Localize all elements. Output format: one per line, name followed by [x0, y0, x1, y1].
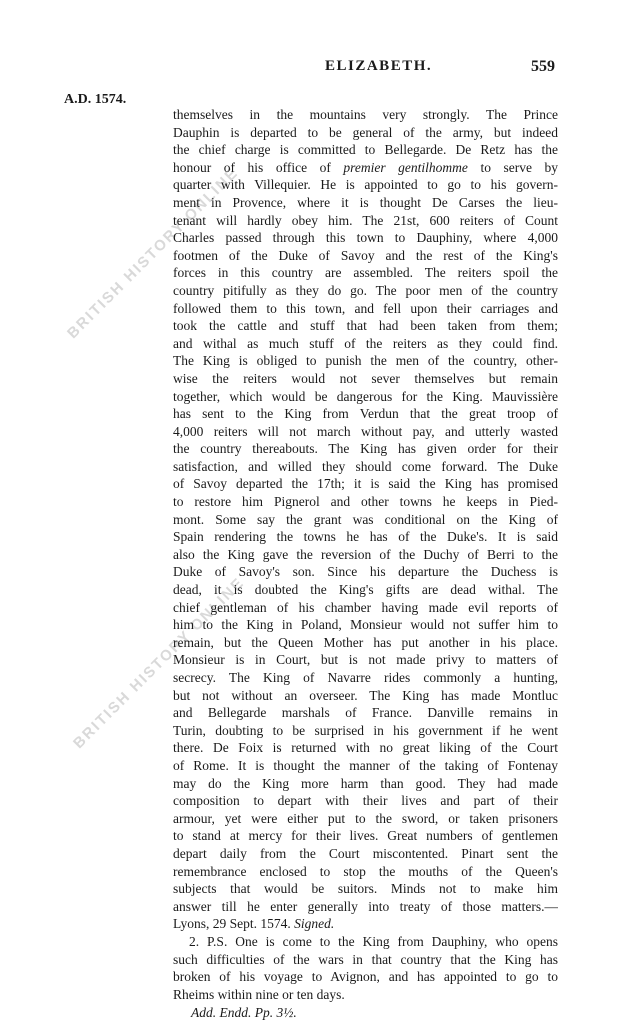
text-line: tenant will hardly obey him. The 21st, 600 reiters of Count: [173, 212, 558, 228]
text-line: satisfaction, and willed they should come forward. The Duke: [173, 458, 558, 474]
text-line: chief gentleman of his chamber having made evil reports of: [173, 599, 558, 615]
text-line: composition to depart with their lives and part of their: [173, 793, 558, 809]
text-line: ment in Provence, where it is thought De Carses the lieu-: [173, 194, 558, 210]
text-line: Lyons, 29 Sept. 1574. Signed.: [173, 916, 335, 932]
text-line: followed them to this town, and fell upon their carriages and: [173, 300, 558, 316]
text-line: Duke of Savoy's son. Since his departure the Duchess is: [173, 564, 558, 580]
text-line: broken of his voyage to Avignon, and has appointed to go to: [173, 969, 558, 985]
text-line: Dauphin is departed to be general of the army, but indeed: [173, 124, 558, 140]
text-line: quarter with Villequier. He is appointed to go to his govern-: [173, 177, 558, 193]
text-line: the country thereabouts. The King has given order for their: [173, 441, 558, 457]
text-line: has sent to the King from Verdun that the great troop of: [173, 406, 558, 422]
text-line: Rheims within nine or ten days.: [173, 986, 345, 1002]
text-line: of Savoy departed the 17th; it is said the King has promised: [173, 476, 558, 492]
text-line: also the King gave the reversion of the Duchy of Berri to the: [173, 546, 558, 562]
text-line: 4,000 reiters will not march without pay, and utterly wasted: [173, 423, 558, 439]
text-line: country pitifully as they do go. The poor men of the country: [173, 282, 558, 298]
margin-date: A.D. 1574.: [64, 92, 127, 107]
text-line: armour, yet were either put to the sword, or taken prisoners: [173, 810, 558, 826]
text-line: of Rome. It is thought the manner of the taking of Fontenay: [173, 757, 558, 773]
watermark: BRITISH HISTORY ONLINE: [70, 574, 248, 753]
text-line: 2. P.S. One is come to the King from Dauphiny, who opens: [189, 933, 558, 949]
text-line: Monsieur is in Court, but is not made privy to matters of: [173, 652, 558, 668]
watermark: BRITISH HISTORY ONLINE: [64, 164, 242, 343]
running-head-title: ELIZABETH.: [325, 58, 433, 74]
text-line: the chief charge is committed to Bellegarde. De Retz has the: [173, 142, 558, 158]
document-body: [173, 106, 558, 1022]
text-line: wise the reiters would not sever themselves but remain: [173, 370, 558, 386]
page-number: 559: [531, 58, 555, 75]
text-line: there. De Foix is returned with no great liking of the Court: [173, 740, 558, 756]
text-line: Charles passed through this town to Dauphiny, where 4,000: [173, 230, 558, 246]
text-line: him to the King in Poland, Monsieur would not suffer him to: [173, 617, 558, 633]
text-line: together, which would be dangerous for the King. Mauvissière: [173, 388, 558, 404]
text-line: secrecy. The King of Navarre rides commonly a hunting,: [173, 670, 558, 685]
running-head: [0, 58, 626, 82]
text-line: remembrance enclosed to stop the mouths of the Queen's: [173, 863, 558, 879]
text-line: to restore him Pignerol and other towns he keeps in Pied-: [173, 494, 558, 510]
text-line: and Bellegarde marshals of France. Danville remains in: [173, 705, 558, 721]
paragraph-letter: [173, 106, 558, 933]
text-line: Turin, doubting to be surprised in his government if he went: [173, 722, 558, 738]
text-line: answer till he enter generally into treaty of those matters.—: [173, 898, 558, 914]
text-line: honour of his office of premier gentilhomme to serve by: [173, 159, 558, 175]
text-line: footmen of the Duke of Savoy and the rest of the King's: [173, 247, 558, 263]
text-line: mont. Some say the grant was conditional on the King of: [173, 511, 558, 527]
paragraph-postscript: [173, 933, 558, 1003]
text-line: may do the King more harm than good. They had made: [173, 775, 558, 791]
text-line: and withal as much stuff of the reiters as they could find.: [173, 335, 558, 351]
endorsement: Add. Endd. Pp. 3½.: [191, 1005, 297, 1021]
text-line: but not without an overseer. The King has made Montluc: [173, 687, 558, 703]
text-line: Spain rendering the towns he has of the Duke's. It is said: [173, 529, 558, 545]
text-line: to stand at mercy for their lives. Great numbers of gentlemen: [173, 828, 558, 844]
text-line: subjects that would be suitors. Minds not to make him: [173, 881, 558, 897]
text-line: themselves in the mountains very strongly. The Prince: [173, 107, 558, 122]
text-line: forces in this country are assembled. The reiters spoil the: [173, 265, 558, 281]
text-line: such difficulties of the wars in that country that the King has: [173, 951, 558, 967]
text-line: dead, it is doubted the King's gifts are dead withal. The: [173, 582, 558, 598]
text-line: The King is obliged to punish the men of the country, other-: [173, 353, 558, 369]
text-line: took the cattle and stuff that had been taken from them;: [173, 318, 558, 334]
text-line: remain, but the Queen Mother has put another in his place.: [173, 634, 558, 650]
text-line: depart daily from the Court miscontented. Pinart sent the: [173, 845, 558, 861]
